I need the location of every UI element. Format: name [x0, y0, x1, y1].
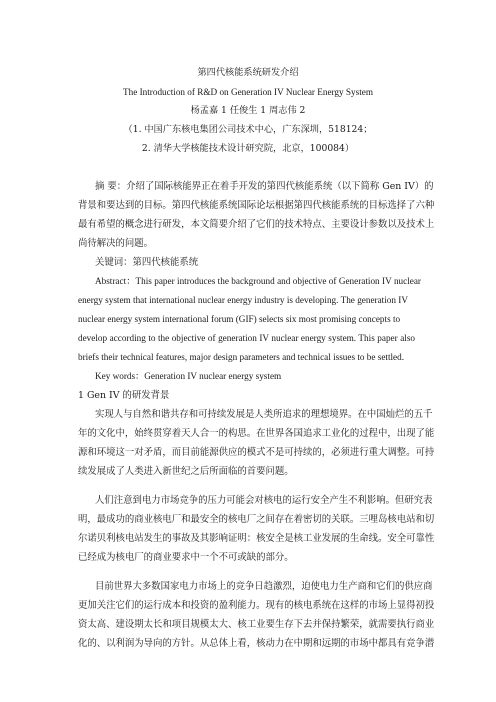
keywords-english: Key words：Generation IV nuclear energy system [95, 371, 282, 381]
abstract-cn-line: 摘 要：介绍了国际核能界正在着手开发的第四代核能系统（以下简称 Gen IV）的 [95, 181, 434, 192]
abstract-cn-line: 最有希望的概念进行研发，本文简要介绍了它们的技术特点、主要设计参数以及技术上 [78, 219, 435, 230]
abstract-en-line: Abstract：This paper introduces the background and objective of Generation IV nuclear [95, 276, 421, 286]
paragraph-line: 尔诺贝利核电站发生的事故及其影响证明：核安全是核工业发展的生命线。安全可靠性 [78, 533, 435, 544]
paragraph-line: 更加关注它们的运行成本和投资的盈利能力。现有的核电系统在这样的市场上显得初投 [78, 600, 435, 611]
abstract-en-line: energy system that international nuclear energy industry is developing. The generation IV [78, 295, 408, 305]
title-chinese: 第四代核能系统研发介绍 [197, 67, 299, 78]
paragraph-line: 实现人与自然和谐共存和可持续发展是人类所追求的理想境界。在中国灿烂的五千 [95, 409, 433, 420]
authors: 杨孟嘉 1 任俊生 1 周志伟 2 [190, 105, 306, 116]
paragraph-line: 目前世界大多数国家电力市场上的竞争日趋激烈，迫使电力生产商和它们的供应商 [95, 581, 433, 592]
abstract-cn-line: 尚待解决的问题。 [78, 238, 154, 249]
section-heading-1: 1 Gen IV 的研发背景 [78, 390, 170, 401]
affiliation-2: 2. 清华大学核能技术设计研究院，北京，100084） [141, 143, 355, 154]
abstract-en-line: nuclear energy system international forum (GIF) selects six most promising concepts to [78, 314, 401, 324]
abstract-en-line: develop according to the objective of generation IV nuclear energy system. This paper also [78, 333, 415, 343]
abstract-cn-line: 背景和要达到的目标。第四代核能系统国际论坛根据第四代核能系统的目标选择了六种 [78, 200, 435, 211]
keywords-chinese: 关键词：第四代核能系统 [95, 257, 199, 268]
paragraph-line: 年的文化中，始终贯穿着天人合一的构思。在世界各国追求工业化的过程中，出现了能 [78, 428, 435, 439]
affiliation-1: （1. 中国广东核电集团公司技术中心，广东深圳，518124； [123, 124, 373, 135]
paragraph-line: 资太高、建设期太长和项目规模太大、核工业要生存下去并保持繁荣，就需要执行商业 [78, 619, 435, 630]
abstract-en-line: briefs their technical features, major design parameters and technical issues to be settled. [78, 352, 405, 362]
paragraph-line: 明，最成功的商业核电厂和最安全的核电厂之间存在着密切的关联。三哩岛核电站和切 [78, 514, 435, 525]
paragraph-line: 化的、以利润为导向的方针。从总体上看，核动力在中期和远期的市场中都具有竞争潜 [78, 638, 435, 649]
paragraph-line: 已经成为核电厂的商业要求中一个不可或缺的部分。 [78, 552, 294, 563]
paragraph-line: 源和环境这一对矛盾，而目前能源供应的模式不是可持续的，必须进行重大调整。可持 [78, 447, 435, 458]
paragraph-line: 人们注意到电力市场竞争的压力可能会对核电的运行安全产生不利影响。但研究表 [95, 495, 433, 506]
title-english: The Introduction of R&D on Generation IV Nuclear Energy System [123, 87, 373, 97]
paragraph-line: 续发展成了人类进入新世纪之后所面临的首要问题。 [78, 466, 294, 477]
